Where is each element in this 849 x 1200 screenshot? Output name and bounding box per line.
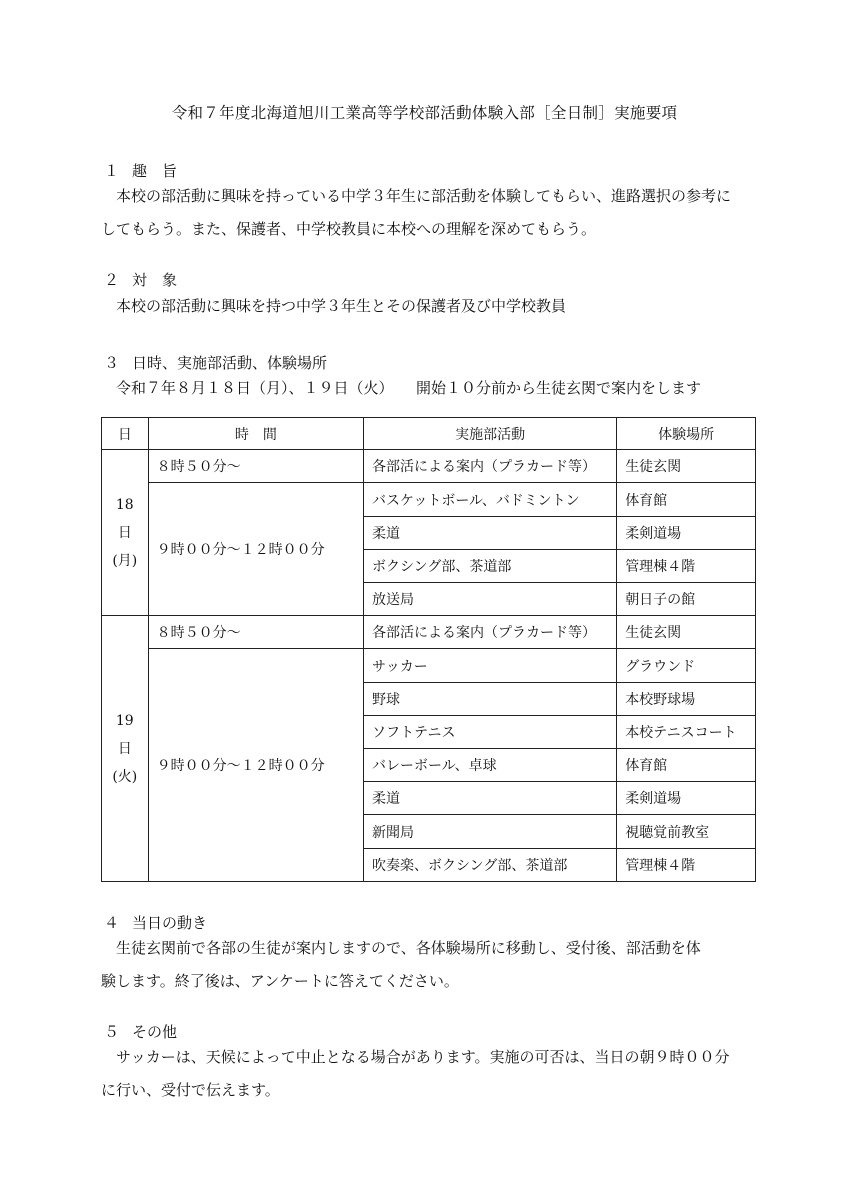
paragraph-line: 本校の部活動に興味を持つ中学３年生とその保護者及び中学校教員 bbox=[101, 297, 567, 315]
place-cell: 柔剣道場 bbox=[617, 516, 756, 549]
place-cell: 柔剣道場 bbox=[617, 782, 756, 815]
activity-cell: バスケットボール、バドミントン bbox=[364, 483, 617, 516]
day-cell-18 bbox=[102, 450, 149, 616]
time-cell: ８時５０分～ bbox=[148, 616, 363, 649]
header-place: 体験場所 bbox=[617, 418, 756, 450]
section-number: ３ bbox=[104, 354, 120, 372]
time-cell: ８時５０分～ bbox=[148, 450, 363, 483]
section-number: １ bbox=[104, 162, 120, 180]
section-heading-target bbox=[104, 269, 177, 290]
section-body-flow bbox=[101, 932, 701, 998]
section-title: 日時、実施部活動、体験場所 bbox=[132, 354, 328, 372]
section-title: 対 象 bbox=[132, 271, 178, 289]
place-cell: 管理棟４階 bbox=[617, 848, 756, 881]
activity-cell: バレーボール、卓球 bbox=[364, 749, 617, 782]
paragraph-line: 令和７年８月１８日（月）、１９日（火） 開始１０分前から生徒玄関で案内をします bbox=[101, 379, 702, 397]
header-activity: 実施部活動 bbox=[364, 418, 617, 450]
section-title: 当日の動き bbox=[132, 914, 208, 932]
activity-cell: 新聞局 bbox=[364, 815, 617, 848]
day-number: 19 bbox=[115, 712, 134, 729]
place-cell: 本校テニスコート bbox=[617, 715, 756, 748]
place-cell: 朝日子の館 bbox=[617, 583, 756, 616]
day-cell-19 bbox=[102, 616, 149, 882]
weekday: (火) bbox=[112, 768, 138, 785]
time-cell: ９時００分～１２時００分 bbox=[148, 483, 363, 616]
section-body-schedule bbox=[101, 372, 701, 405]
paragraph-line: に行い、受付で伝えます。 bbox=[101, 1081, 280, 1099]
activity-cell: 吹奏楽、ボクシング部、茶道部 bbox=[364, 848, 617, 881]
paragraph-line: してもらう。また、保護者、中学校教員に本校への理解を深めてもらう。 bbox=[101, 220, 597, 238]
paragraph-line: 験します。終了後は、アンケートに答えてください。 bbox=[101, 972, 459, 990]
activity-cell: 放送局 bbox=[364, 583, 617, 616]
table-row bbox=[102, 616, 756, 649]
paragraph-line: 本校の部活動に興味を持っている中学３年生に部活動を体験してもらい、進路選択の参考に bbox=[101, 187, 732, 205]
section-title: 趣 旨 bbox=[132, 162, 178, 180]
section-body-purpose bbox=[101, 180, 731, 246]
activity-cell: 野球 bbox=[364, 682, 617, 715]
place-cell: 管理棟４階 bbox=[617, 549, 756, 582]
table-row bbox=[102, 483, 756, 516]
day-number: 18 bbox=[115, 496, 134, 513]
table-row bbox=[102, 649, 756, 682]
activity-cell: サッカー bbox=[364, 649, 617, 682]
place-cell: 生徒玄関 bbox=[617, 450, 756, 483]
weekday: (月) bbox=[112, 552, 138, 569]
schedule-table bbox=[101, 417, 756, 882]
section-heading-purpose bbox=[104, 160, 177, 181]
day-char: 日 bbox=[117, 740, 132, 757]
header-time: 時 間 bbox=[148, 418, 363, 450]
place-cell: 視聴覚前教室 bbox=[617, 815, 756, 848]
table-row bbox=[102, 450, 756, 483]
paragraph-line: 生徒玄関前で各部の生徒が案内しますので、各体験場所に移動し、受付後、部活動を体 bbox=[101, 939, 701, 957]
document-title: 令和７年度北海道旭川工業高等学校部活動体験入部［全日制］実施要項 bbox=[171, 104, 678, 122]
section-number: ５ bbox=[104, 1023, 120, 1041]
activity-cell: ボクシング部、茶道部 bbox=[364, 549, 617, 582]
place-cell: 生徒玄関 bbox=[617, 616, 756, 649]
section-body-target bbox=[101, 290, 566, 323]
activity-cell: 各部活による案内（プラカード等） bbox=[364, 616, 617, 649]
table-header-row bbox=[102, 418, 756, 450]
section-heading-other bbox=[104, 1021, 177, 1042]
paragraph-line: サッカーは、天候によって中止となる場合があります。実施の可否は、当日の朝９時００分 bbox=[101, 1048, 730, 1066]
section-number: ２ bbox=[104, 271, 120, 289]
section-heading-schedule bbox=[104, 352, 327, 373]
place-cell: 体育館 bbox=[617, 749, 756, 782]
section-number: ４ bbox=[104, 914, 120, 932]
day-char: 日 bbox=[117, 524, 132, 541]
place-cell: 体育館 bbox=[617, 483, 756, 516]
activity-cell: 各部活による案内（プラカード等） bbox=[364, 450, 617, 483]
activity-cell: ソフトテニス bbox=[364, 715, 617, 748]
place-cell: グラウンド bbox=[617, 649, 756, 682]
activity-cell: 柔道 bbox=[364, 782, 617, 815]
section-title: その他 bbox=[132, 1023, 178, 1041]
header-day: 日 bbox=[102, 418, 149, 450]
activity-cell: 柔道 bbox=[364, 516, 617, 549]
section-heading-flow bbox=[104, 912, 207, 933]
time-cell: ９時００分～１２時００分 bbox=[148, 649, 363, 882]
place-cell: 本校野球場 bbox=[617, 682, 756, 715]
section-body-other bbox=[101, 1041, 730, 1107]
